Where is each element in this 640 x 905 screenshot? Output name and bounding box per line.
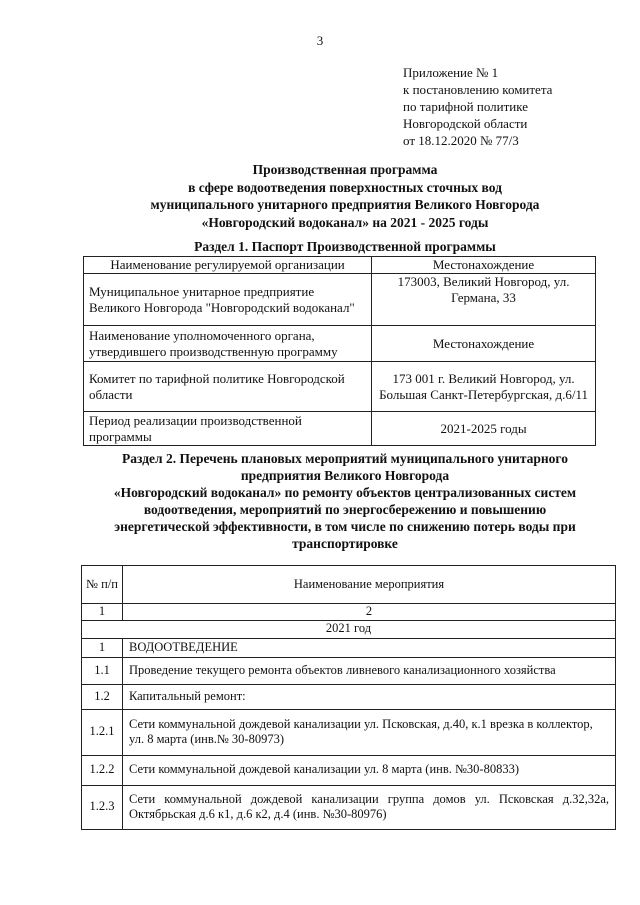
passport-row [84, 257, 596, 274]
event-num-cell: 1.2.3 [82, 785, 123, 829]
program-title-line: Производственная программа [252, 162, 438, 177]
passport-row [84, 412, 596, 446]
passport-row [84, 362, 596, 412]
index-name-cell: 2 [123, 604, 616, 621]
appendix-line: по тарифной политике [403, 99, 528, 114]
passport-cell-left: Период реализации производственной программы [84, 412, 372, 446]
section2-heading-line: предприятия Великого Новгорода [240, 468, 450, 483]
event-num-cell: 1.2 [82, 684, 123, 709]
program-title-line: муниципального унитарного предприятия Великого Новгорода [150, 197, 540, 212]
header-name-cell: Наименование мероприятия [123, 566, 616, 604]
appendix-block [403, 64, 552, 149]
events-row [82, 709, 616, 755]
event-name-cell: ВОДООТВЕДЕНИЕ [123, 638, 616, 657]
appendix-line: к постановлению комитета [403, 82, 553, 97]
passport-cell-left: Наименование уполномоченного органа, утвердившего производственную программу [84, 326, 372, 362]
events-row [82, 638, 616, 657]
event-name-cell: Капитальный ремонт: [123, 684, 616, 709]
header-num-cell: № п/п [82, 566, 123, 604]
event-num-cell: 1.2.2 [82, 755, 123, 785]
events-row [82, 755, 616, 785]
passport-row [84, 326, 596, 362]
passport-cell-right: 2021-2025 годы [372, 412, 596, 446]
passport-cell-right: 173003, Великий Новгород, ул. Германа, 33 [372, 274, 596, 326]
passport-cell-right: 173 001 г. Великий Новгород, ул. Большая Санкт-Петербургская, д.6/11 [372, 362, 596, 412]
index-num-cell: 1 [82, 604, 123, 621]
passport-cell-left: Муниципальное унитарное предприятие Великого Новгорода "Новгородский водоканал" [84, 274, 372, 326]
event-name-cell: Сети коммунальной дождевой канализации группа домов ул. Псковская д.32,32а, Октябрьская д.6 к1, д.6 к2, д.4 (инв. №30-80976) [123, 785, 616, 829]
appendix-line: от 18.12.2020 № 77/3 [403, 133, 519, 148]
section2-heading-line: Раздел 2. Перечень плановых мероприятий муниципального унитарного [122, 451, 568, 466]
event-num-cell: 1.2.1 [82, 709, 123, 755]
year-cell: 2021 год [82, 620, 616, 638]
event-name-cell: Сети коммунальной дождевой канализации ул. 8 марта (инв. №30-80833) [123, 755, 616, 785]
section2-heading-line: транспортировке [292, 536, 398, 551]
event-name-cell: Сети коммунальной дождевой канализации ул. Псковская, д.40, к.1 врезка в коллектор, ул. 8 марта (инв.№ 30-80973) [123, 709, 616, 755]
appendix-line: Новгородской области [403, 116, 528, 131]
event-num-cell: 1.1 [82, 657, 123, 684]
section2-heading-line: энергетической эффективности, в том числе по снижению потерь воды при [114, 519, 576, 534]
events-index-row [82, 604, 616, 621]
passport-cell-left: Наименование регулируемой организации [84, 257, 372, 274]
passport-row [84, 274, 596, 326]
events-year-row [82, 620, 616, 638]
passport-cell-right: Местонахождение [372, 257, 596, 274]
section2-heading [70, 450, 620, 552]
event-num-cell: 1 [82, 638, 123, 657]
events-table [81, 565, 616, 830]
section2-heading-line: водоотведения, мероприятий по энергосбережению и повышению [143, 502, 547, 517]
event-name-cell: Проведение текущего ремонта объектов ливневого канализационного хозяйства [123, 657, 616, 684]
page-number: 3 [316, 33, 324, 48]
passport-table [83, 256, 596, 446]
program-title [60, 161, 630, 231]
events-row [82, 684, 616, 709]
passport-cell-left: Комитет по тарифной политике Новгородской области [84, 362, 372, 412]
program-title-line: в сфере водоотведения поверхностных сточных вод [188, 179, 502, 195]
section2-heading-line: «Новгородский водоканал» по ремонту объектов централизованных систем [113, 485, 577, 500]
events-row [82, 785, 616, 829]
events-row [82, 657, 616, 684]
passport-cell-right: Местонахождение [372, 326, 596, 362]
section1-heading: Раздел 1. Паспорт Производственной программы [194, 239, 496, 254]
events-header-row [82, 566, 616, 604]
program-title-line: «Новгородский водоканал» на 2021 - 2025 годы [201, 214, 489, 230]
appendix-line: Приложение № 1 [403, 65, 499, 80]
